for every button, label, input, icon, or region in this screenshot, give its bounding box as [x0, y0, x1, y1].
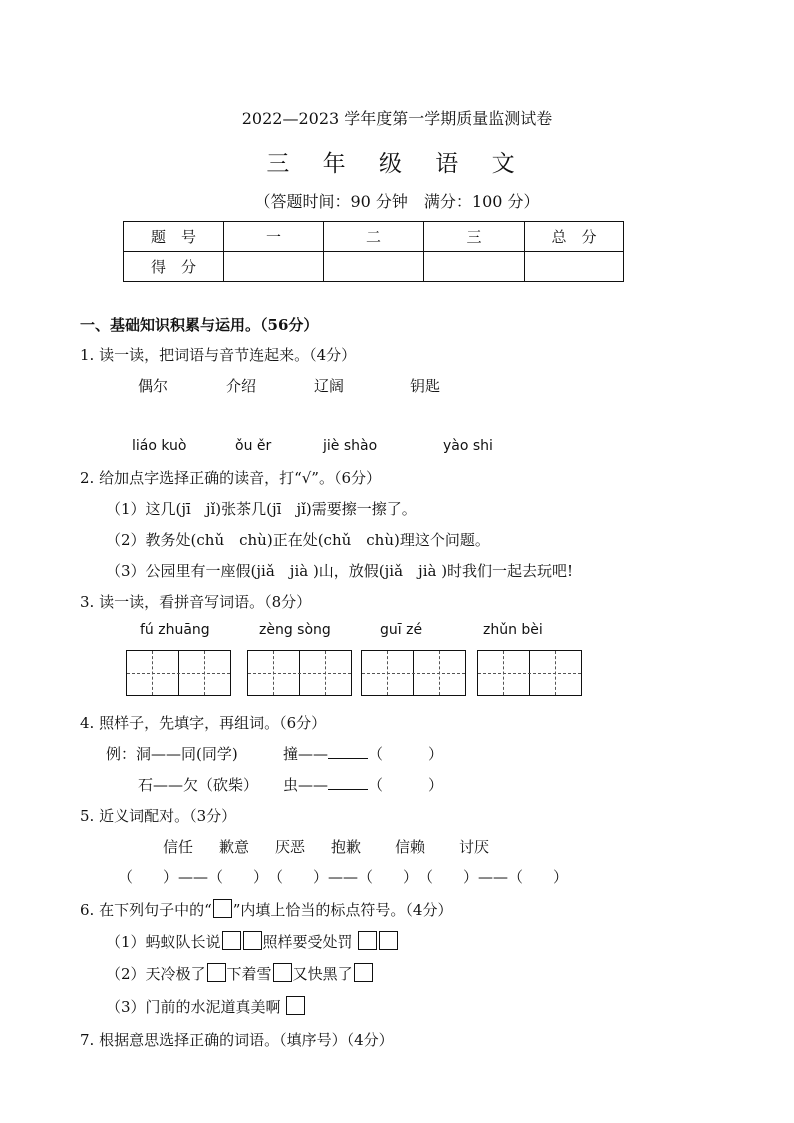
word-item: 介绍 — [226, 377, 257, 395]
score-field[interactable] — [224, 252, 324, 282]
answer-pairs[interactable]: （ ）——（ ） （ ）——（ ） （ ）——（ ） — [118, 868, 569, 886]
sentence-text: 照样要受处罚 — [262, 933, 353, 951]
score-field[interactable] — [525, 252, 624, 282]
answer-blank[interactable] — [328, 775, 368, 790]
question-prompt: 1. 读一读，把词语与音节连起来。（4分） — [80, 346, 357, 364]
score-field[interactable] — [424, 252, 525, 282]
sentence-text: 又快黑了 — [292, 965, 353, 983]
answer-paren[interactable]: （ ） — [368, 745, 444, 763]
answer-box[interactable] — [358, 931, 377, 950]
word-item: 信任 — [163, 838, 194, 856]
sentence-item — [106, 996, 306, 1017]
writing-grid[interactable] — [361, 650, 466, 696]
pinyin-item: liáo kuò — [132, 438, 187, 454]
fill-item-text: 虫—— — [283, 776, 329, 794]
table-cell: 总 分 — [525, 222, 624, 252]
table-cell: 三 — [424, 222, 525, 252]
question-prompt: 5. 近义词配对。（3分） — [80, 807, 237, 825]
sentence-item — [106, 931, 399, 952]
question-prompt: 4. 照样子，先填字，再组词。（6分） — [80, 714, 327, 732]
answer-paren[interactable]: （ ） — [368, 776, 444, 794]
subject-title: 三 年 级 语 文 — [266, 151, 528, 177]
table-cell: 题 号 — [124, 222, 224, 252]
word-item: 偶尔 — [138, 377, 169, 395]
pinyin-item: guī zé — [380, 622, 423, 638]
fill-item — [283, 743, 443, 764]
word-item: 辽阔 — [314, 377, 345, 395]
prompt-text: 6. 在下列句子中的“ — [80, 901, 212, 919]
word-item: 讨厌 — [459, 838, 490, 856]
answer-box[interactable] — [222, 931, 241, 950]
question-prompt: 3. 读一读，看拼音写词语。（8分） — [80, 593, 312, 611]
exam-meta: （答题时间：90 分钟 满分：100 分） — [254, 192, 540, 211]
word-item: 歉意 — [219, 838, 250, 856]
score-table-score-row — [124, 252, 624, 282]
question-prompt: 2. 给加点字选择正确的读音，打“√”。（6分） — [80, 469, 382, 487]
sentence-item — [106, 963, 374, 984]
sentence-text: （3）门前的水泥道真美啊 — [106, 998, 281, 1016]
example-text: 例：洞——同(同学) — [106, 745, 238, 763]
answer-box[interactable] — [273, 963, 292, 982]
answer-box[interactable] — [243, 931, 262, 950]
question-prompt — [80, 899, 452, 920]
example-text: 石——欠（砍柴） — [138, 776, 259, 794]
answer-box[interactable] — [379, 931, 398, 950]
question-item: （1）这几(jī jǐ)张茶几(jī jǐ)需要擦一擦了。 — [106, 500, 417, 518]
writing-grid[interactable] — [126, 650, 231, 696]
table-cell: 一 — [224, 222, 324, 252]
question-prompt: 7. 根据意思选择正确的词语。（填序号）（4分） — [80, 1031, 394, 1049]
table-cell: 得 分 — [124, 252, 224, 282]
punctuation-box-icon — [213, 899, 232, 918]
word-item: 信赖 — [395, 838, 426, 856]
question-item: （2）教务处(chǔ chù)正在处(chǔ chù)理这个问题。 — [106, 531, 490, 549]
sentence-text: （1）蚂蚁队长说 — [106, 933, 221, 951]
answer-blank[interactable] — [328, 744, 368, 759]
pinyin-item: yào shi — [443, 438, 493, 454]
pinyin-item: zhǔn bèi — [483, 622, 543, 638]
answer-box[interactable] — [207, 963, 226, 982]
answer-box[interactable] — [354, 963, 373, 982]
word-item: 抱歉 — [331, 838, 362, 856]
pinyin-item: zèng sòng — [259, 622, 331, 638]
answer-box[interactable] — [286, 996, 305, 1015]
section-heading: 一、基础知识积累与运用。（56分） — [80, 316, 319, 334]
question-item: （3）公园里有一座假(jiǎ jià )山，放假(jiǎ jià )时我们一起去玩吧! — [106, 562, 574, 580]
pinyin-item: fú zhuāng — [140, 622, 210, 638]
exam-title: 2022—2023 学年度第一学期质量监测试卷 — [241, 109, 553, 128]
sentence-text: （2）天冷极了 — [106, 965, 206, 983]
writing-grid[interactable] — [477, 650, 582, 696]
score-field[interactable] — [324, 252, 424, 282]
word-item: 厌恶 — [275, 838, 306, 856]
writing-grid[interactable] — [247, 650, 352, 696]
prompt-text: ”内填上恰当的标点符号。（4分） — [232, 901, 453, 919]
score-table — [123, 221, 624, 282]
fill-item — [283, 774, 443, 795]
sentence-text: 下着雪 — [226, 965, 272, 983]
score-table-header-row — [124, 222, 624, 252]
table-cell: 二 — [324, 222, 424, 252]
fill-item-text: 撞—— — [283, 745, 329, 763]
word-item: 钥匙 — [410, 377, 441, 395]
pinyin-item: jiè shào — [323, 438, 378, 454]
pinyin-item: ǒu ěr — [235, 438, 272, 454]
